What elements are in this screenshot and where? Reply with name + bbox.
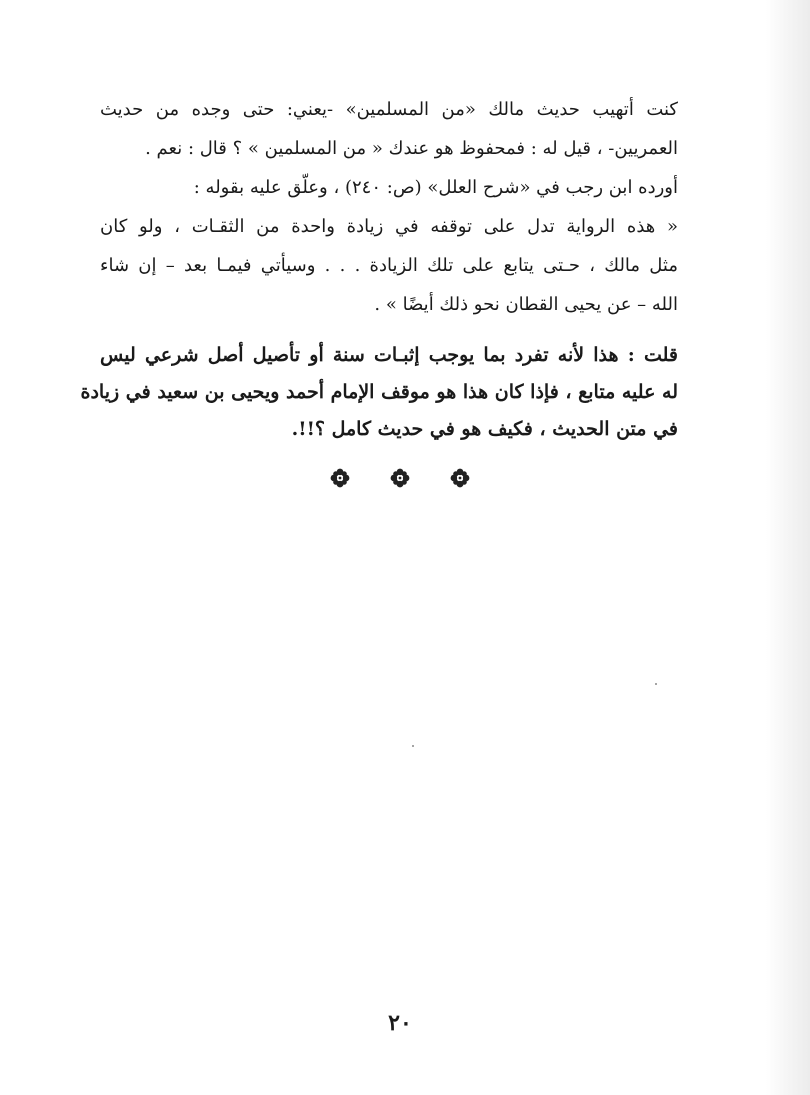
text-line: مثل مالك ، حـتى يتابع على تلك الزيادة . . . وسيأتي فيمـا بعد – إن شاء xyxy=(100,255,678,276)
text-line: العمريين- ، قيل له : فمحفوظ هو عندك « من المسلمين » ؟ قال : نعم . xyxy=(145,138,678,159)
author-comment xyxy=(80,337,700,448)
text-line: كنت أتهيب حديث مالك «من المسلمين» -يعني: حتى وجده من حديث xyxy=(100,99,678,120)
text-line: « هذه الرواية تدل على توقفه في زيادة واحدة من الثقـات ، ولو كان xyxy=(100,216,678,237)
flower-ornament-icon xyxy=(390,468,410,488)
paragraph-ibn-rajab xyxy=(100,168,700,207)
paragraph-author-note xyxy=(80,337,700,448)
text-line: في متن الحديث ، فكيف هو في حديث كامل ؟!!. xyxy=(291,418,678,440)
flower-ornament-icon xyxy=(330,468,350,488)
page-edge-shadow xyxy=(766,0,810,1095)
scan-speck xyxy=(412,745,414,747)
scan-speck xyxy=(655,683,657,685)
text-line: قلت : هذا لأنه تفرد بما يوجب إثبـات سنة أو تأصيل أصل شرعي ليس xyxy=(100,344,678,366)
page-number: ٢٠ xyxy=(388,1010,412,1036)
text-line: أورده ابن رجب في «شرح العلل» (ص: ٢٤٠) ، وعلّق عليه بقوله : xyxy=(193,177,678,198)
section-divider-ornaments xyxy=(330,468,470,488)
text-line: له عليه متابع ، فإذا كان هذا هو موقف الإمام أحمد ويحيى بن سعيد في زيادة xyxy=(80,381,678,403)
paragraph-quotation xyxy=(100,207,700,324)
flower-ornament-icon xyxy=(450,468,470,488)
text-line: الله – عن يحيى القطان نحو ذلك أيضًا » . xyxy=(374,294,678,315)
body-text xyxy=(100,90,700,324)
paragraph-quote-continuation xyxy=(100,90,700,168)
